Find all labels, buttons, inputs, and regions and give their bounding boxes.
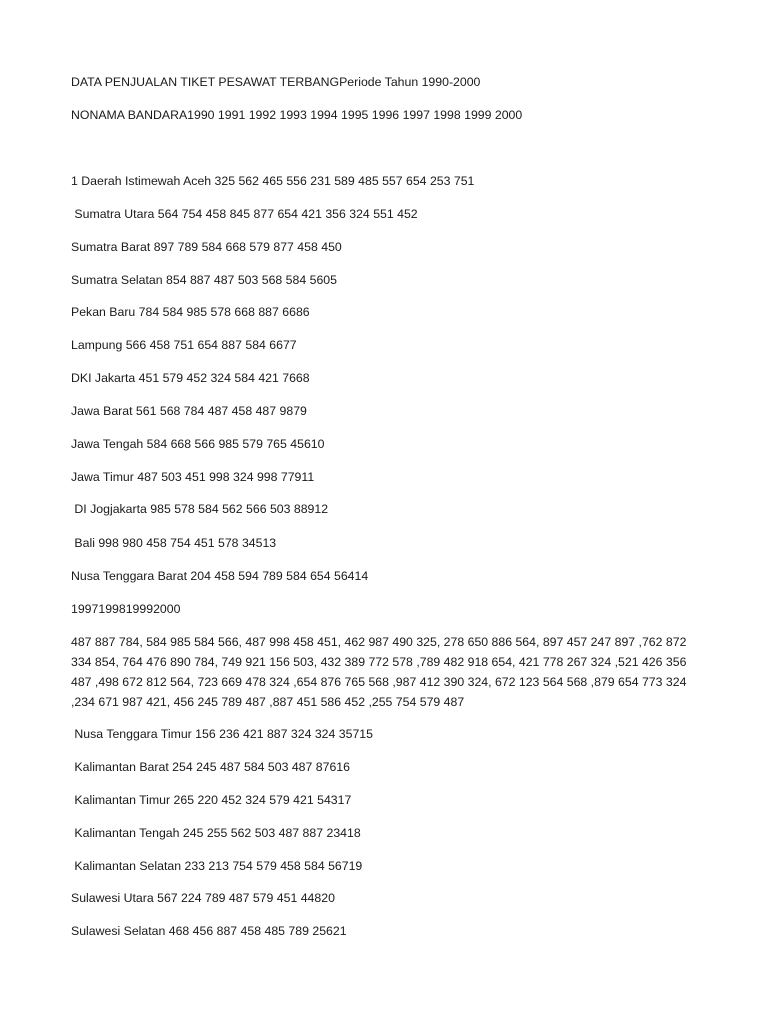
data-row: DKI Jakarta 451 579 452 324 584 421 7668: [71, 371, 310, 385]
document-title: DATA PENJUALAN TIKET PESAWAT TERBANGPeriode Tahun 1990-2000: [71, 75, 481, 89]
data-row: Sumatra Selatan 854 887 487 503 568 584 5605: [71, 273, 337, 287]
number-paragraph: 487 887 784, 584 985 584 566, 487 998 458 451, 462 987 490 325, 278 650 886 564, 897 457 247 897 ,762 872 334 854, 764 476 890 784, 749 921 156 503, 432 389 772 578 ,789 482 918 654, 421 778 267 324 ,521 426 356 487 ,498 672 812 564, 723 669 478 324 ,654 876 765 568 ,987 412 390 324, 672 123 564 568 ,879 654 773 324 ,234 671 987 421, 456 245 789 487 ,887 451 586 452 ,255 754 579 487: [71, 635, 687, 709]
data-row: Sulawesi Utara 567 224 789 487 579 451 44820: [71, 891, 335, 905]
data-row: 1 Daerah Istimewah Aceh 325 562 465 556 231 589 485 557 654 253 751: [71, 174, 475, 188]
data-row: Lampung 566 458 751 654 887 584 6677: [71, 338, 297, 352]
data-row: Sulawesi Selatan 468 456 887 458 485 789 25621: [71, 924, 347, 938]
data-row: Jawa Timur 487 503 451 998 324 998 77911: [71, 470, 315, 484]
data-row: Jawa Barat 561 568 784 487 458 487 9879: [71, 404, 307, 418]
data-row: Kalimantan Selatan 233 213 754 579 458 584 56719: [71, 859, 363, 873]
data-row: Nusa Tenggara Barat 204 458 594 789 584 654 56414: [71, 569, 369, 583]
data-row: Sumatra Utara 564 754 458 845 877 654 421 356 324 551 452: [71, 207, 418, 221]
data-row: Kalimantan Barat 254 245 487 584 503 487 87616: [71, 760, 350, 774]
data-row: DI Jogjakarta 985 578 584 562 566 503 88912: [71, 502, 329, 516]
data-row: Jawa Tengah 584 668 566 985 579 765 45610: [71, 437, 325, 451]
data-row: 1997199819992000: [71, 602, 181, 616]
data-row: Kalimantan Timur 265 220 452 324 579 421 54317: [71, 793, 352, 807]
data-row: Kalimantan Tengah 245 255 562 503 487 887 23418: [71, 826, 361, 840]
data-row: Nusa Tenggara Timur 156 236 421 887 324 324 35715: [71, 727, 373, 741]
data-row: Sumatra Barat 897 789 584 668 579 877 458 450: [71, 240, 342, 254]
table-header: NONAMA BANDARA1990 1991 1992 1993 1994 1995 1996 1997 1998 1999 2000: [71, 108, 523, 122]
data-row: Bali 998 980 458 754 451 578 34513: [71, 536, 277, 550]
data-row: Pekan Baru 784 584 985 578 668 887 6686: [71, 305, 310, 319]
